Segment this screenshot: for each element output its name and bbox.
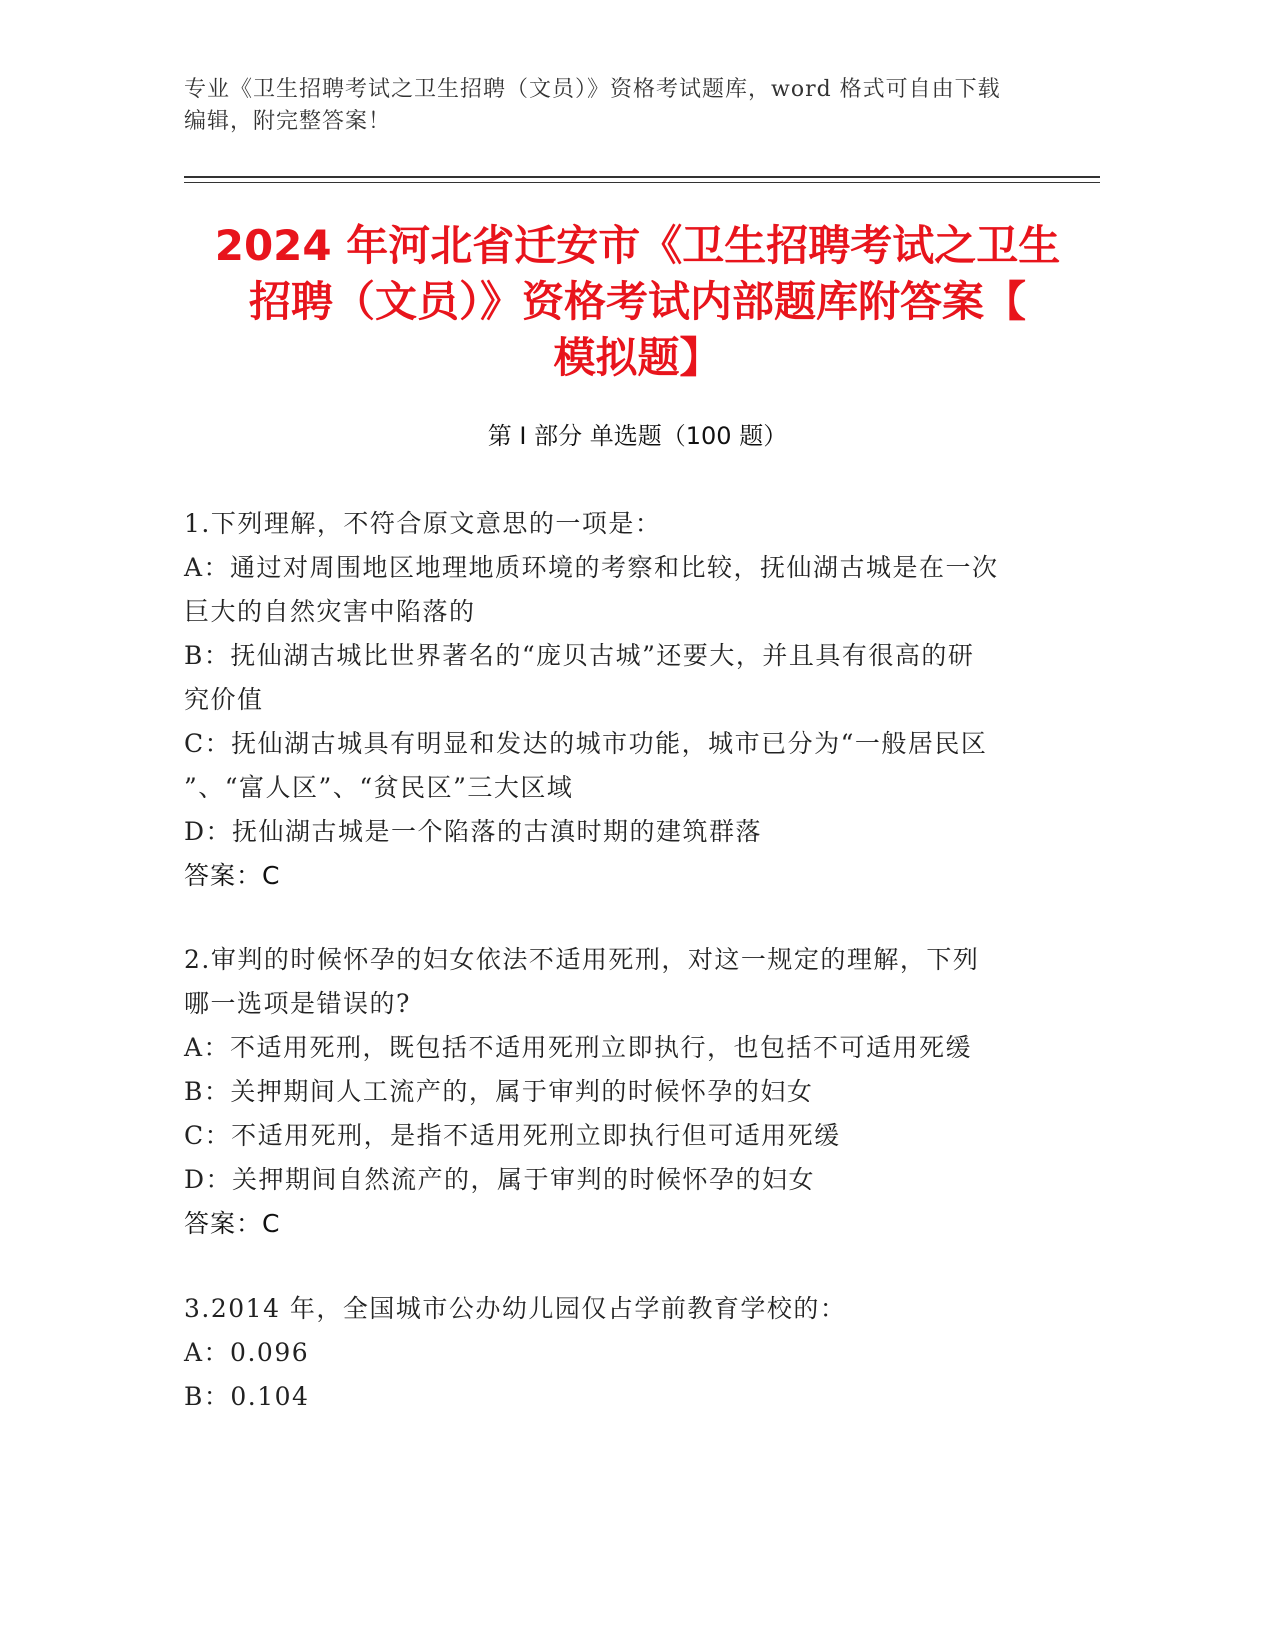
header-note-line: 编辑，附完整答案！ xyxy=(184,109,392,134)
question-block xyxy=(184,938,1064,1246)
question-stem: 哪一选项是错误的? xyxy=(184,989,411,1018)
option-line: A：通过对周围地区地理地质环境的考察和比较，抚仙湖古城是在一次 xyxy=(184,553,999,582)
answer-line: 答案：C xyxy=(184,861,281,890)
option-line: ”、“富人区”、“贫民区”三大区域 xyxy=(184,773,574,802)
option-line: 究价值 xyxy=(184,685,264,714)
option-line: B：抚仙湖古城比世界著名的“庞贝古城”还要大，并且具有很高的研 xyxy=(184,641,975,670)
option-line: D：抚仙湖古城是一个陷落的古滇时期的建筑群落 xyxy=(184,817,763,846)
answer-line: 答案：C xyxy=(184,1209,281,1238)
question-stem: 1.下列理解，不符合原文意思的一项是： xyxy=(184,509,662,538)
option-line: D：关押期间自然流产的，属于审判的时候怀孕的妇女 xyxy=(184,1165,816,1194)
header-note-line: 专业《卫生招聘考试之卫生招聘（文员）》资格考试题库，word 格式可自由下载 xyxy=(184,77,1001,102)
document-title xyxy=(140,218,1135,386)
option-line: C：抚仙湖古城具有明显和发达的城市功能，城市已分为“一般居民区 xyxy=(184,729,988,758)
option-line: A：0.096 xyxy=(184,1338,310,1367)
header-note xyxy=(184,74,1084,138)
section-heading: 第 I 部分 单选题（100 题） xyxy=(487,422,788,450)
option-line: B：关押期间人工流产的，属于审判的时候怀孕的妇女 xyxy=(184,1077,814,1106)
option-line: 巨大的自然灾害中陷落的 xyxy=(184,597,476,626)
option-line: C：不适用死刑，是指不适用死刑立即执行但可适用死缓 xyxy=(184,1121,841,1150)
question-block xyxy=(184,502,1064,898)
title-line: 模拟题】 xyxy=(553,333,722,382)
option-line: A：不适用死刑，既包括不适用死刑立即执行，也包括不可适用死缓 xyxy=(184,1033,973,1062)
header-rule-thin xyxy=(184,182,1100,183)
title-line: 2024 年河北省迁安市《卫生招聘考试之卫生 xyxy=(214,221,1061,270)
question-stem: 3.2014 年，全国城市公办幼儿园仅占学前教育学校的： xyxy=(184,1294,847,1323)
title-line: 招聘（文员）》资格考试内部题库附答案【 xyxy=(248,277,1026,326)
question-stem: 2.审判的时候怀孕的妇女依法不适用死刑，对这一规定的理解，下列 xyxy=(184,945,980,974)
header-rule-thick xyxy=(184,176,1100,178)
option-line: B：0.104 xyxy=(184,1382,310,1411)
question-block xyxy=(184,1287,1064,1419)
